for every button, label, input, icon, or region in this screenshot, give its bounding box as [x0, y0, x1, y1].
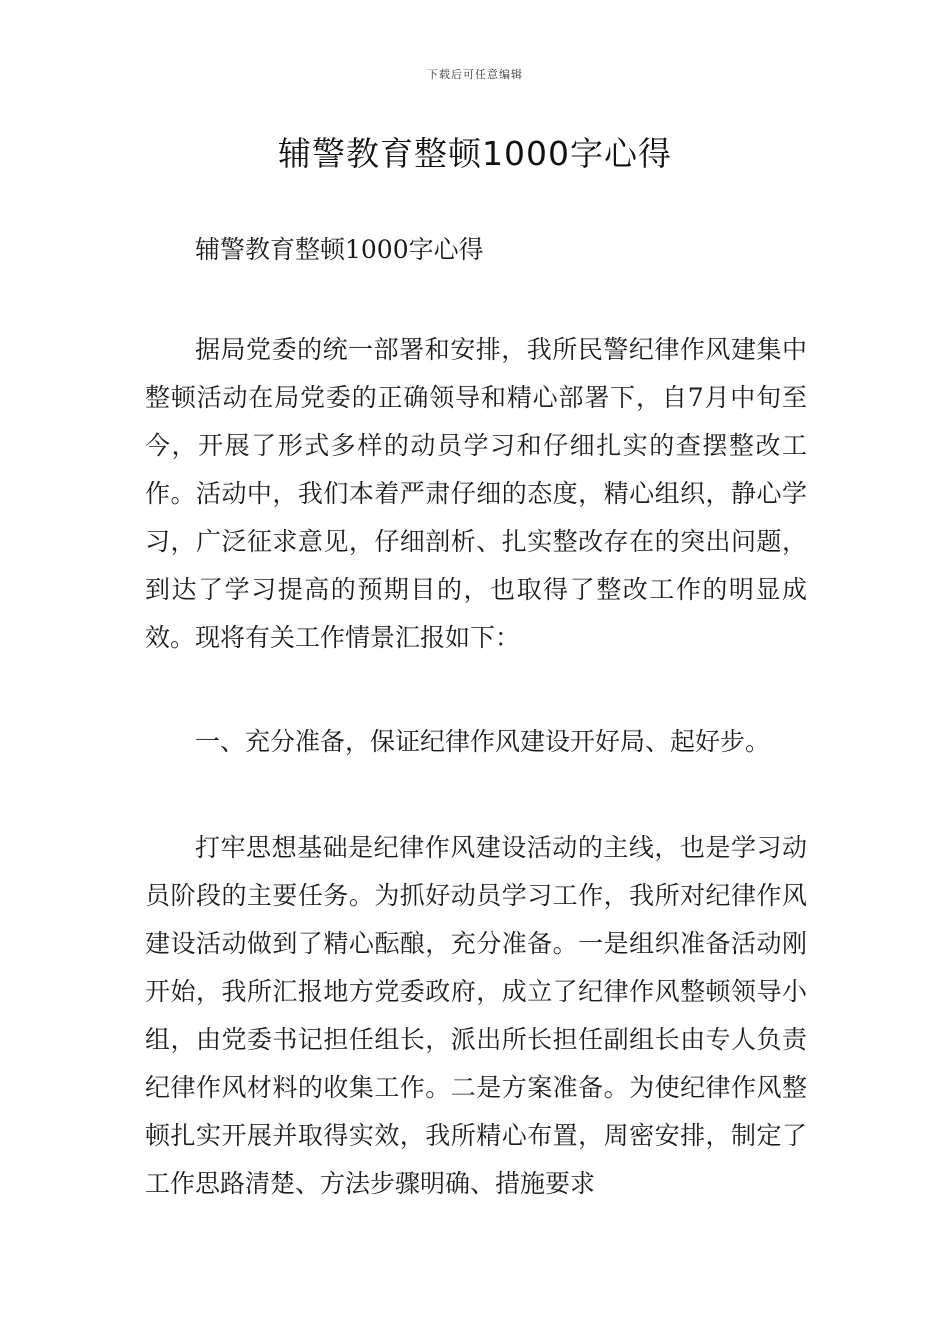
paragraph-intro: 据局党委的统一部署和安排，我所民警纪律作风建集中整顿活动在局党委的正确领导和精心部署下，自7月中旬至今，开展了形式多样的动员学习和仔细扎实的查摆整改工作。活动中，我们本着严肃仔细的态度，精心组织，静心学习，广泛征求意见，仔细剖析、扎实整改存在的突出问题，到达了学习提高的预期目的，也取得了整改工作的明显成效。现将有关工作情景汇报如下：: [145, 335, 807, 652]
header-note: 下载后可任意编辑: [427, 68, 523, 81]
section-heading-1: 一、充分准备，保证纪律作风建设开好局、起好步。: [195, 727, 771, 756]
document-title: 辅警教育整顿1000字心得: [278, 134, 672, 173]
paragraph-section-1: 打牢思想基础是纪律作风建设活动的主线，也是学习动员阶段的主要任务。为抓好动员学习工作，我所对纪律作风建设活动做到了精心酝酿，充分准备。一是组织准备活动刚开始，我所汇报地方党委政府，成立了纪律作风整顿领导小组，由党委书记担任组长，派出所长担任副组长由专人负责纪律作风材料的收集工作。二是方案准备。为使纪律作风整顿扎实开展并取得实效，我所精心布置，周密安排，制定了工作思路清楚、方法步骤明确、措施要求: [145, 833, 807, 1198]
document-subtitle: 辅警教育整顿1000字心得: [195, 235, 484, 264]
